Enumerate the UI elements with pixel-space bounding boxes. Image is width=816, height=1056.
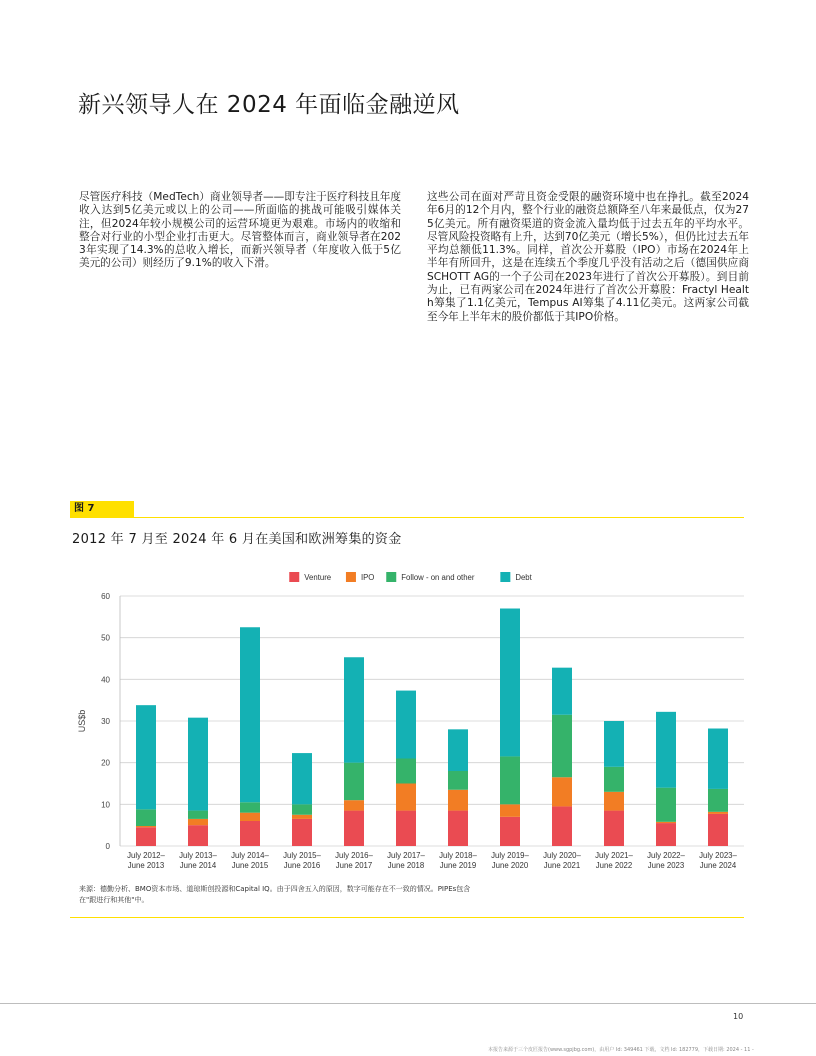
legend-label: Venture — [304, 573, 332, 582]
funding-chart-svg — [0, 560, 816, 880]
download-footer-note: 本报告来源于三个皮匠报告(www.sgpjbg.com)，由用户 Id: 349461 下载，文档 Id: 182779，下载日期: 2024 - 11 - — [488, 1047, 754, 1053]
bar-ipo — [500, 804, 520, 817]
bar-follow-on-and-other — [656, 788, 676, 822]
bar-follow-on-and-other — [708, 789, 728, 812]
footer-rule — [0, 1003, 816, 1004]
bar-venture — [344, 811, 364, 846]
bar-debt — [292, 753, 312, 804]
legend-swatch — [500, 572, 510, 582]
bar-venture — [292, 819, 312, 846]
figure-tag: 图 7 — [70, 501, 134, 517]
y-axis-label: US$b — [77, 709, 87, 733]
bar-debt — [344, 657, 364, 762]
x-tick-label: July 2016– — [335, 851, 373, 860]
bar-ipo — [604, 792, 624, 811]
y-tick-label: 10 — [101, 800, 110, 810]
legend-swatch — [346, 572, 356, 582]
page-number: 10 — [733, 1012, 744, 1021]
x-tick-label: July 2013– — [179, 851, 217, 860]
bar-ipo — [552, 777, 572, 806]
body-paragraph-right: 这些公司在面对严苛且资金受限的融资环境中也在挣扎。截至2024年6月的12个月内，整个行业的融资总额降至八年来最低点，仅为275亿美元。所有融资渠道的资金流入量均低于过去五年的平均水平。尽管风险投资略有上升，达到70亿美元（增长5%），但仍比过去五年平均总额低11.3%。同样，首次公开募股（IPO）市场在2024年上半年有所回升，这是在连续五个季度几乎没有活动之后（德国供应商SCHOTT AG的一个子公司在2023年进行了首次公开募股）。到目前为止，已有两家公司在2024年进行了首次公开募股：Fractyl Health筹集了1.1亿美元，Tempus AI筹集了4.11亿美元。这两家公司截至今年上半年末的股价都低于其IPO价格。 — [427, 191, 749, 323]
x-tick-label: June 2019 — [439, 861, 477, 870]
bar-debt — [656, 712, 676, 788]
bar-ipo — [240, 813, 260, 821]
y-tick-label: 0 — [105, 842, 110, 851]
figure-title: 2012 年 7 月至 2024 年 6 月在美国和欧洲筹集的资金 — [72, 532, 402, 547]
bar-ipo — [292, 815, 312, 819]
bar-venture — [448, 811, 468, 846]
x-tick-label: June 2016 — [283, 861, 321, 870]
bar-debt — [240, 627, 260, 802]
bar-follow-on-and-other — [396, 759, 416, 784]
bar-venture — [396, 811, 416, 846]
x-tick-label: July 2015– — [283, 851, 321, 860]
x-tick-label: July 2017– — [387, 851, 425, 860]
legend-label: Follow - on and other — [401, 573, 475, 582]
bar-debt — [500, 609, 520, 757]
bar-follow-on-and-other — [448, 771, 468, 790]
legend-swatch — [289, 572, 299, 582]
source-note: 来源：德勤分析、BMO资本市场、道琼斯创投源和Capital IQ。由于四舍五入的原因，数字可能存在不一致的情况。PIPEs包含在"跟进行和其他"中。 — [79, 885, 471, 904]
bar-follow-on-and-other — [240, 802, 260, 812]
y-tick-label: 50 — [101, 633, 110, 643]
x-tick-label: July 2019– — [491, 851, 529, 860]
bar-ipo — [136, 826, 156, 827]
bar-ipo — [708, 812, 728, 814]
bar-debt — [604, 721, 624, 767]
y-tick-label: 20 — [101, 758, 110, 768]
figure-top-rule — [70, 517, 744, 518]
x-tick-label: June 2023 — [647, 861, 685, 870]
y-tick-label: 40 — [101, 675, 110, 685]
bar-venture — [136, 827, 156, 846]
bar-debt — [552, 668, 572, 715]
x-tick-label: June 2014 — [179, 861, 217, 870]
x-tick-label: July 2012– — [127, 851, 165, 860]
bar-follow-on-and-other — [604, 767, 624, 792]
bar-debt — [188, 718, 208, 811]
y-tick-label: 30 — [101, 717, 110, 726]
x-tick-label: July 2023– — [699, 851, 737, 860]
bar-ipo — [656, 822, 676, 823]
bar-venture — [708, 814, 728, 846]
bar-ipo — [188, 819, 208, 825]
x-tick-label: June 2020 — [491, 861, 529, 870]
bar-follow-on-and-other — [136, 809, 156, 826]
figure-bottom-rule — [70, 917, 744, 918]
x-tick-label: July 2022– — [647, 851, 685, 860]
bar-venture — [552, 806, 572, 846]
bar-ipo — [448, 790, 468, 811]
bar-follow-on-and-other — [552, 715, 572, 778]
bar-venture — [240, 821, 260, 846]
bar-debt — [396, 691, 416, 759]
legend-label: Debt — [515, 573, 532, 582]
bar-debt — [448, 729, 468, 771]
x-tick-label: June 2018 — [387, 861, 425, 870]
bar-ipo — [396, 784, 416, 811]
x-tick-label: June 2021 — [543, 861, 581, 870]
x-tick-label: July 2014– — [231, 851, 269, 860]
bar-follow-on-and-other — [292, 804, 312, 814]
y-tick-label: 60 — [101, 592, 110, 601]
x-tick-label: June 2024 — [699, 861, 737, 870]
x-tick-label: July 2020– — [543, 851, 581, 860]
x-tick-label: June 2022 — [595, 861, 633, 870]
x-tick-label: June 2017 — [335, 861, 373, 870]
body-paragraph-left: 尽管医疗科技（MedTech）商业领导者——即专注于医疗科技且年度收入达到5亿美元或以上的公司——所面临的挑战可能吸引媒体关注，但2024年较小规模公司的运营环境更为艰难。市场内的收缩和整合对行业的小型企业打击更大。尽管整体而言，商业领导者在2023年实现了14.3%的总收入增长，而新兴领导者（年度收入低于5亿美元的公司）则经历了9.1%的收入下滑。 — [79, 191, 401, 270]
x-tick-label: July 2021– — [595, 851, 633, 860]
bar-venture — [604, 811, 624, 846]
x-tick-label: June 2013 — [127, 861, 165, 870]
funding-chart — [0, 560, 816, 880]
x-tick-label: July 2018– — [439, 851, 477, 860]
page-title: 新兴领导人在 2024 年面临金融逆风 — [78, 92, 460, 118]
bar-follow-on-and-other — [344, 763, 364, 801]
legend-swatch — [386, 572, 396, 582]
bar-venture — [188, 825, 208, 846]
x-tick-label: June 2015 — [231, 861, 269, 870]
bar-venture — [500, 817, 520, 846]
bar-venture — [656, 823, 676, 846]
legend-label: IPO — [360, 573, 375, 582]
bar-debt — [136, 705, 156, 809]
bar-debt — [708, 729, 728, 789]
bar-follow-on-and-other — [188, 811, 208, 819]
bar-ipo — [344, 800, 364, 810]
bar-follow-on-and-other — [500, 756, 520, 804]
